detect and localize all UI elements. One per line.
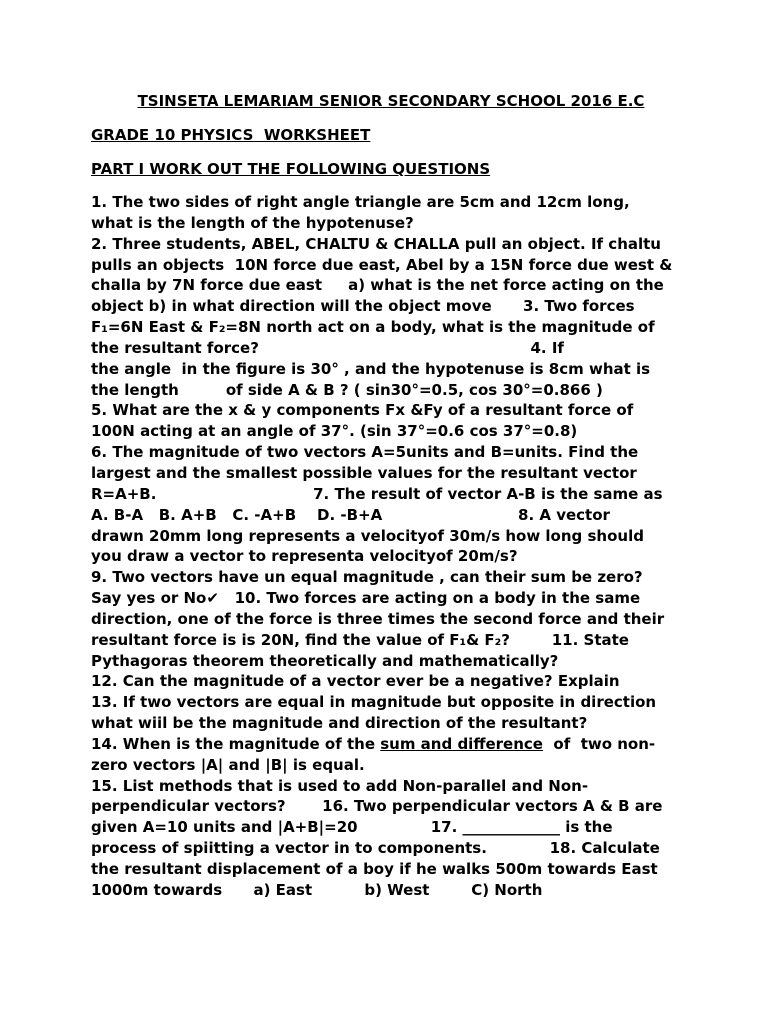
question-line: A. B-A B. A+B C. -A+B D. -B+A 8. A vector <box>91 505 610 524</box>
question-line: perpendicular vectors? 16. Two perpendicular vectors A & B are <box>91 797 663 816</box>
underlined-phrase: sum and difference <box>380 734 543 753</box>
worksheet-title: GRADE 10 PHYSICS WORKSHEET <box>91 126 371 144</box>
question-line: 9. Two vectors have un equal magnitude , can their sum be zero? <box>91 568 643 587</box>
question-line: 12. Can the magnitude of a vector ever be a negative? Explain <box>91 672 620 691</box>
question-line: challa by 7N force due east a) what is the net force acting on the <box>91 276 664 295</box>
question-line: Pythagoras theorem theoretically and mathematically? <box>91 651 559 670</box>
question-line: pulls an objects 10N force due east, Abel by a 15N force due west & <box>91 255 673 274</box>
question-line: 6. The magnitude of two vectors A=5units and B=units. Find the <box>91 443 639 462</box>
question-line: the length of side A & B ? ( sin30°=0.5, cos 30°=0.866 ) <box>91 380 603 399</box>
question-line: the angle in the figure is 30° , and the hypotenuse is 8cm what is <box>91 359 651 378</box>
question-line: zero vectors |A| and |B| is equal. <box>91 755 365 774</box>
question-line: process of spiitting a vector in to components. 18. Calculate <box>91 839 660 858</box>
question-line: object b) in what direction will the object move 3. Two forces <box>91 297 635 316</box>
question-line: resultant force is is 20N, find the value of F₁& F₂? 11. State <box>91 630 629 649</box>
question-line: the resultant displacement of a boy if he walks 500m towards East <box>91 860 658 878</box>
question-line: 100N acting at an angle of 37°. (sin 37°=0.6 cos 37°=0.8) <box>91 422 578 441</box>
question-line: you draw a vector to representa velocityof 20m/s? <box>91 547 518 566</box>
question-line: Say yes or No✔ 10. Two forces are acting on a body in the same <box>91 589 641 608</box>
question-14-rest: of two non- <box>542 734 656 753</box>
question-line: 13. If two vectors are equal in magnitude but opposite in direction <box>91 693 657 712</box>
question-line: 2. Three students, ABEL, CHALTU & CHALLA pull an object. If chaltu <box>91 234 661 253</box>
question-line: the resultant force? 4. If <box>91 338 564 357</box>
question-line: 15. List methods that is used to add Non-parallel and Non- <box>91 776 589 795</box>
question-line: drawn 20mm long represents a velocityof 30m/s how long should <box>91 526 644 545</box>
question-line: what is the length of the hypotenuse? <box>91 213 414 232</box>
school-title: TSINSETA LEMARIAM SENIOR SECONDARY SCHOOL 2016 E.C <box>137 92 645 110</box>
question-line: R=A+B. 7. The result of vector A-B is the same as <box>91 484 663 503</box>
question-list <box>91 192 691 901</box>
part-title: PART I WORK OUT THE FOLLOWING QUESTIONS <box>91 160 491 178</box>
question-line: direction, one of the force is three times the second force and their <box>91 609 665 628</box>
question-line: 1. The two sides of right angle triangle are 5cm and 12cm long, <box>91 193 630 211</box>
question-line: 1000m towards a) East b) West C) North <box>91 880 543 899</box>
question-line: F₁=6N East & F₂=8N north act on a body, what is the magnitude of <box>91 318 655 337</box>
question-line-14 <box>91 734 691 755</box>
question-line: largest and the smallest possible values for the resultant vector <box>91 463 637 482</box>
question-line: 5. What are the x & y components Fx &Fy of a resultant force of <box>91 401 634 420</box>
question-line: given A=10 units and |A+B|=20 17. _____________ is the <box>91 818 613 837</box>
question-line: what wiil be the magnitude and direction of the resultant? <box>91 714 588 733</box>
question-14-start: 14. When is the magnitude of the <box>91 734 381 753</box>
